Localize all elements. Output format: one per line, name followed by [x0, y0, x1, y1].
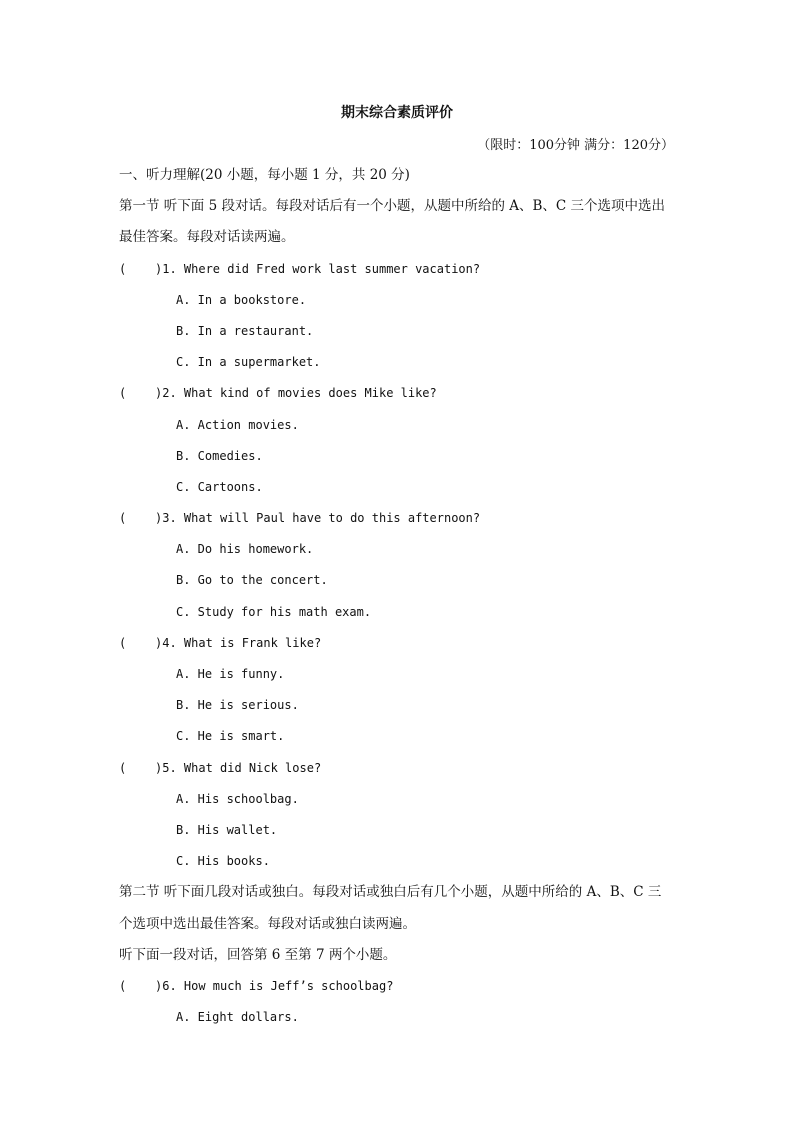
option-c: C. Cartoons. [176, 479, 263, 494]
option-c: C. In a supermarket. [176, 355, 321, 370]
option-a: A. Do his homework. [176, 542, 314, 557]
answer-blank: ( [119, 511, 127, 526]
question-text: )2. What kind of movies does Mike like? [155, 386, 437, 401]
option-b: B. Comedies. [176, 448, 263, 463]
question-6 [119, 975, 679, 1006]
option-a: A. Action movies. [176, 417, 299, 432]
option-c: C. His books. [176, 854, 270, 869]
page-title: 期末综合素质评价 [341, 105, 453, 121]
answer-blank: ( [119, 978, 127, 993]
time-limit: （限时：100分钟 满分：120分） [477, 138, 674, 153]
question-text: )4. What is Frank like? [155, 635, 322, 650]
part1-instruction-line1: 第一节 听下面 5 段对话。每段对话后有一个小题，从题中所给的 A、B、C 三个选项中选出 [119, 198, 666, 215]
question-5 [119, 757, 679, 788]
question-text: )5. What did Nick lose? [155, 760, 322, 775]
question-text: )6. How much is Jeff’s schoolbag? [155, 978, 394, 993]
question-text: )3. What will Paul have to do this afternoon? [155, 511, 481, 526]
question-3 [119, 507, 679, 538]
part1-instruction-line2: 最佳答案。每段对话读两遍。 [119, 229, 295, 246]
dialog-intro: 听下面一段对话，回答第 6 至第 7 两个小题。 [119, 946, 397, 963]
question-1 [119, 258, 679, 289]
section-heading: 一、听力理解(20 小题，每小题 1 分，共 20 分) [119, 167, 410, 183]
question-4 [119, 632, 679, 663]
answer-blank: ( [119, 386, 127, 401]
option-b: B. In a restaurant. [176, 323, 314, 338]
answer-blank: ( [119, 261, 127, 276]
option-c: C. Study for his math exam. [176, 604, 372, 619]
exam-content [119, 164, 679, 1037]
option-c: C. He is smart. [176, 729, 285, 744]
option-b: B. Go to the concert. [176, 573, 328, 588]
option-a: A. In a bookstore. [176, 292, 307, 307]
option-a: A. His schoolbag. [176, 791, 299, 806]
answer-blank: ( [119, 635, 127, 650]
option-b: B. He is serious. [176, 698, 299, 713]
part2-instruction-line2: 个选项中选出最佳答案。每段对话或独白读两遍。 [119, 915, 416, 932]
part2-instruction-line1: 第二节 听下面几段对话或独白。每段对话或独白后有几个小题，从题中所给的 A、B、C 三 [119, 884, 662, 901]
question-text: )1. Where did Fred work last summer vacation? [155, 261, 481, 276]
answer-blank: ( [119, 760, 127, 775]
option-a: A. Eight dollars. [176, 1010, 299, 1025]
option-b: B. His wallet. [176, 822, 278, 837]
question-2 [119, 382, 679, 413]
option-a: A. He is funny. [176, 667, 285, 681]
